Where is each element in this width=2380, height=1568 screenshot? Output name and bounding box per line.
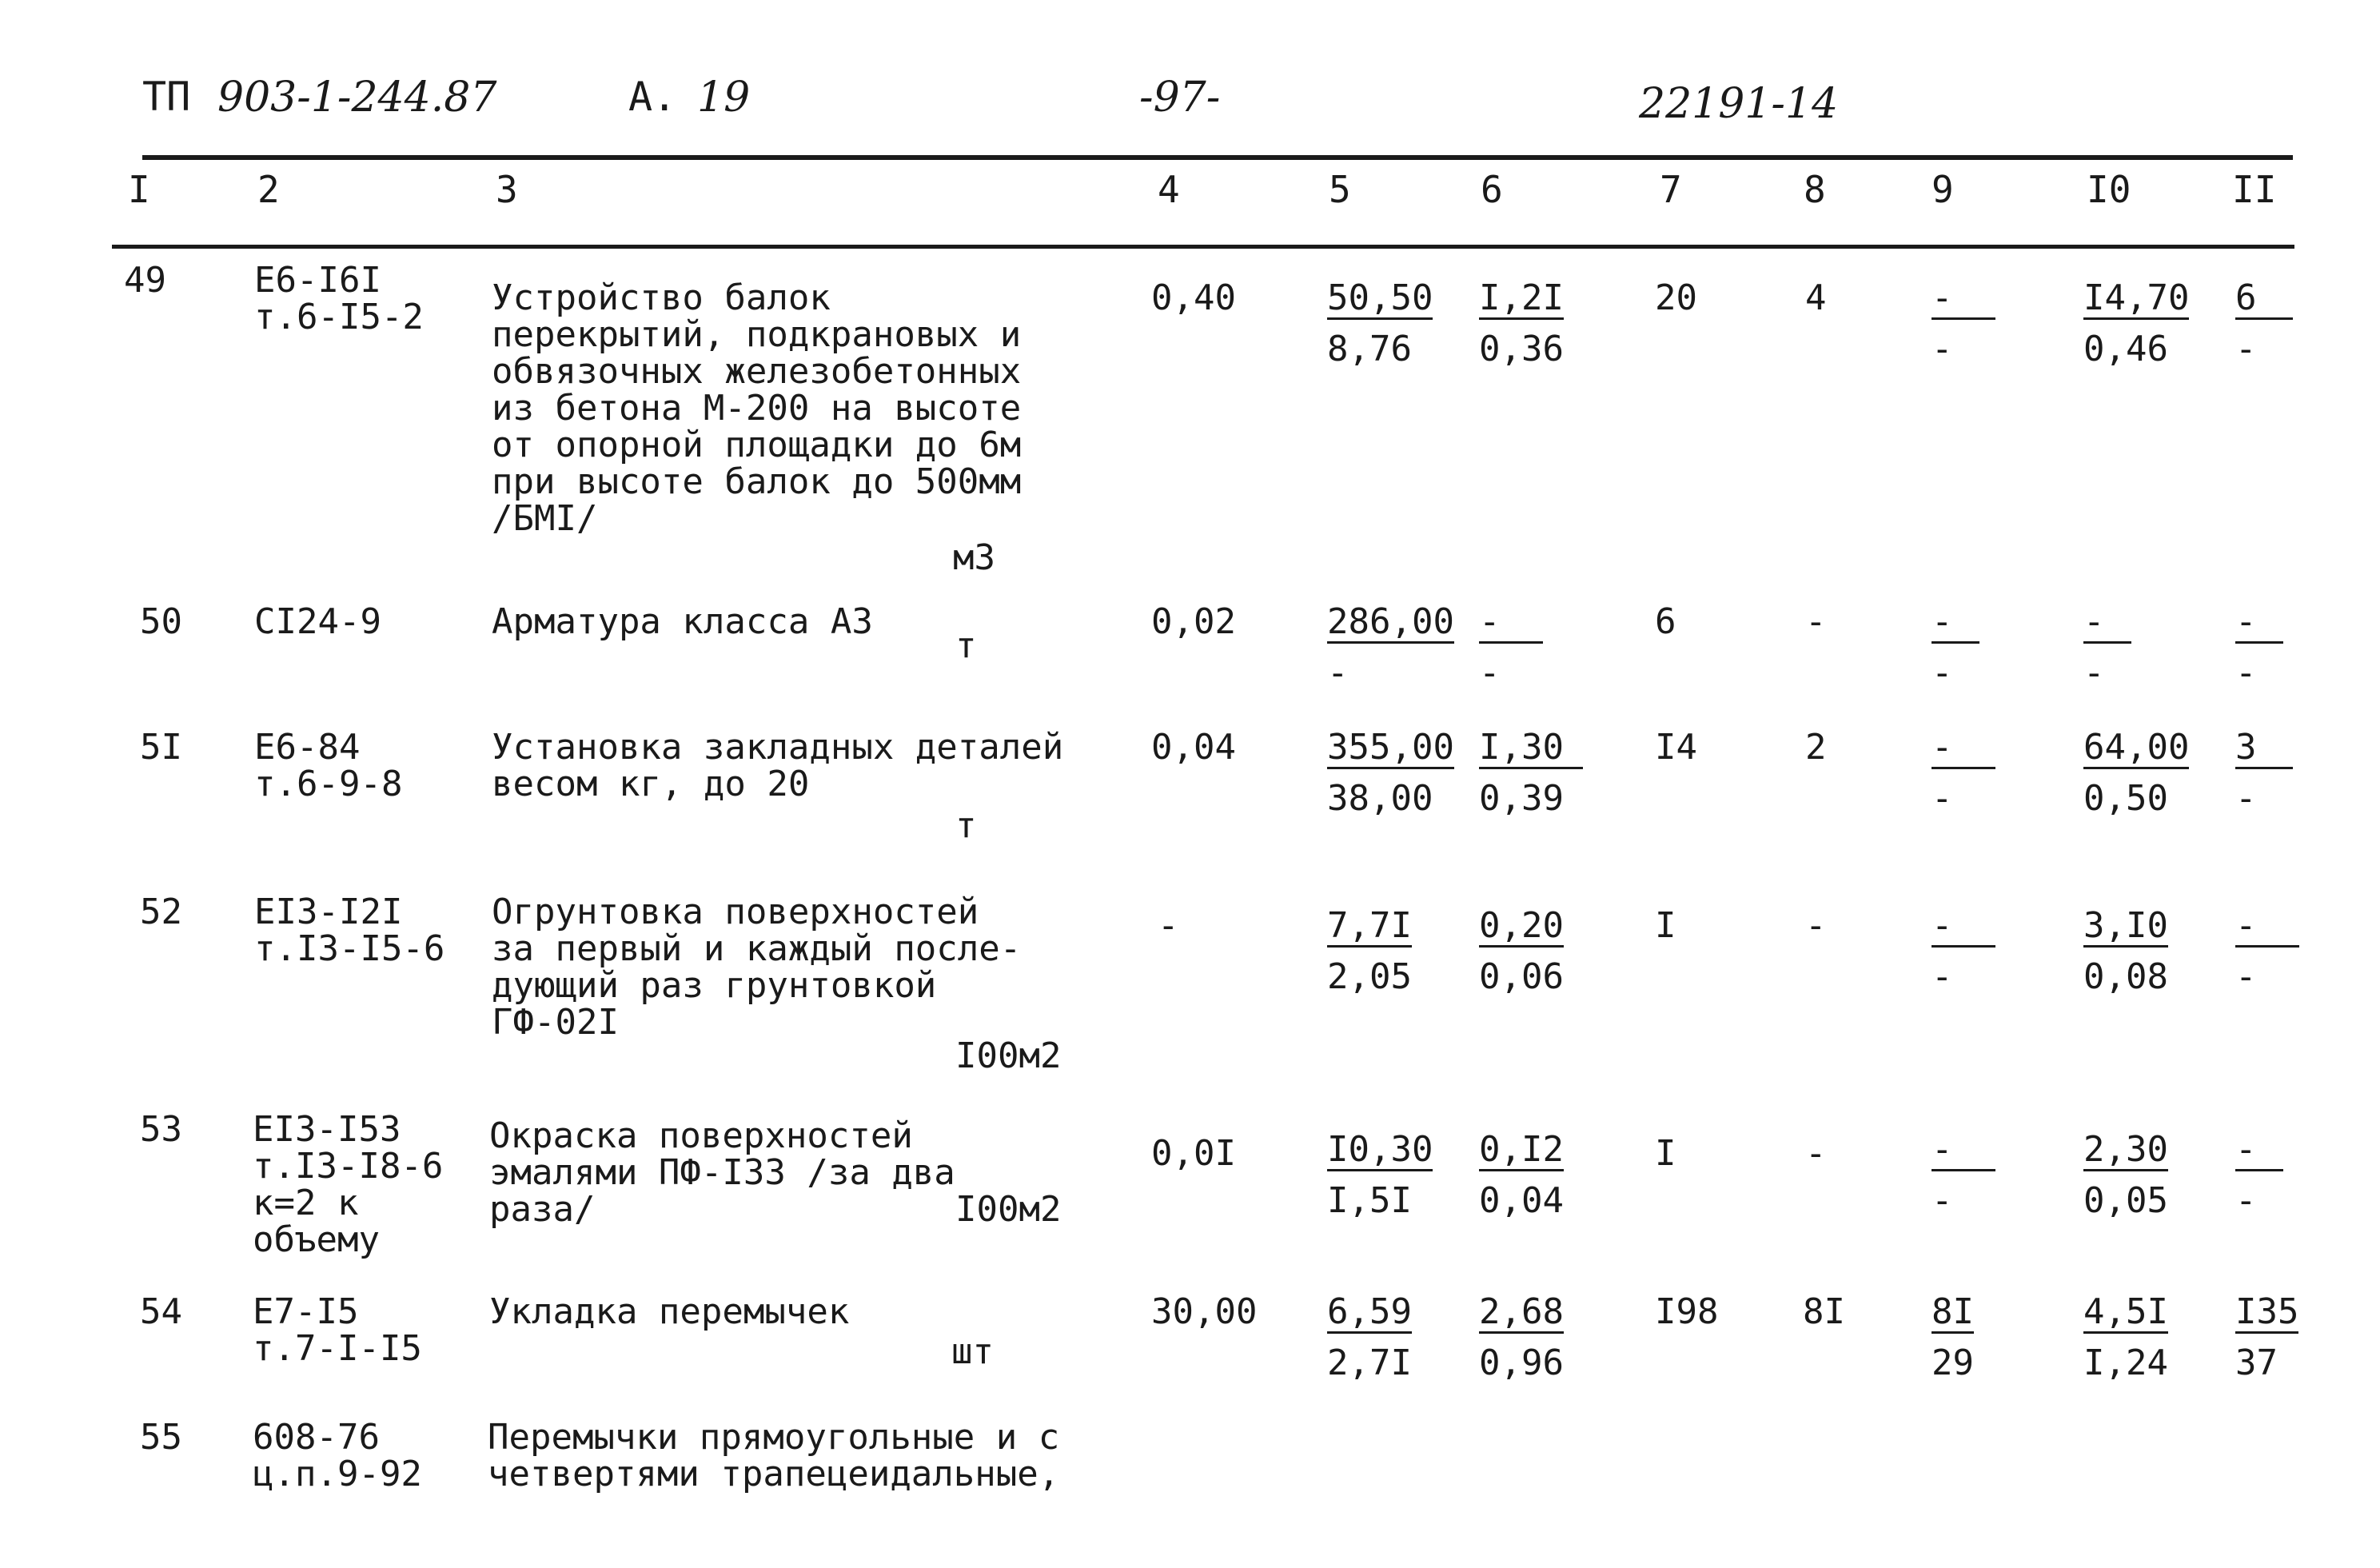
col6-value: 0,І2 0,04 [1479,1129,1564,1221]
col-header-6: 6 [1481,168,1503,211]
row-number: 55 [140,1417,182,1458]
album-number: 19 [697,74,751,122]
col10-value: 64,00 0,50 [2083,727,2190,819]
col9-value: - - [1932,908,1995,995]
col5-value: 7,7І 2,05 [1327,905,1412,997]
work-description: Арматура класса А3 [492,601,873,642]
unit: м3 [953,537,995,578]
col5-value: 286,00 - [1327,601,1454,693]
col4-value: 0,0І [1151,1133,1236,1174]
col7-value: І [1655,905,1676,946]
header-bottom-rule [112,245,2294,249]
col8-value: 2 [1805,727,1827,768]
col7-value: 6 [1655,601,1676,642]
album-prefix: А. [628,74,677,120]
col9-value: - - [1932,280,1995,368]
col-header-9: 9 [1932,168,1954,211]
unit: т [955,805,977,846]
col8-value: - [1805,1133,1827,1174]
unit: І00м2 [955,1189,1062,1230]
col10-value: І4,70 0,46 [2083,277,2190,369]
col7-value: І4 [1655,727,1697,768]
unit: т [955,625,977,666]
cost-code: Е6-І6І т.6-І5-2 [254,260,424,337]
col-header-4: 4 [1158,168,1180,211]
col11-value: 6 - [2235,280,2293,368]
cost-code: Е7-І5 т.7-І-І5 [253,1291,422,1369]
col10-value: 2,30 0,05 [2083,1129,2168,1221]
cost-code: 608-76 ц.п.9-92 [253,1417,422,1494]
col4-value: 30,00 [1151,1291,1258,1332]
work-description: Перемычки прямоугольные и с четвертями трапецеидальные, [488,1417,1060,1494]
col4-value: 0,40 [1151,277,1236,318]
row-number: 53 [140,1109,182,1150]
col-header-2: 2 [257,168,280,211]
col5-value: І0,30 І,5І [1327,1129,1433,1221]
col8-value: - [1805,601,1827,642]
col-header-10: I0 [2087,168,2131,211]
col11-value: - - [2235,604,2283,692]
col6-value: 2,68 0,96 [1479,1291,1564,1383]
col6-value: І,2І 0,36 [1479,277,1564,369]
col8-value: - [1805,905,1827,946]
row-number: 50 [140,601,182,642]
col9-value: - - [1932,1131,1995,1219]
col8-value: 4 [1805,277,1827,318]
col10-value: 3,І0 0,08 [2083,905,2168,997]
row-number: 5І [140,727,182,768]
col-header-3: 3 [496,168,518,211]
top-rule [142,155,2293,160]
col8-value: 8І [1803,1291,1845,1332]
col-header-11: II [2232,168,2277,211]
col-header-1: I [128,168,150,211]
work-description: Устройство балок перекрытий, подкрановых и обвязочных железобетонных из бетона М-200 на высоте от опорной площадки до 6м при высоте балок до 500мм /БМІ/ [492,277,1022,539]
cost-code: СІ24-9 [254,601,381,642]
cost-code: ЕІ3-І53 т.І3-І8-6 к=2 к объему [253,1109,444,1260]
tp-prefix: ТП [142,74,191,120]
col7-value: І [1655,1133,1676,1174]
col-header-8: 8 [1804,168,1826,211]
col10-value: - - [2083,604,2131,692]
row-number: 52 [140,892,182,932]
col5-value: 6,59 2,7І [1327,1291,1412,1383]
col4-value: 0,04 [1151,727,1236,768]
col11-value: - - [2235,908,2299,995]
doc-code: 22191-14 [1639,80,1839,128]
col9-value: - - [1932,729,1995,817]
col6-value: І,30 0,39 [1479,729,1583,817]
col4-value: 0,02 [1151,601,1236,642]
cost-code: ЕІ3-І2І т.І3-І5-6 [254,892,445,969]
work-description: Установка закладных деталей весом кг, до 20 [492,727,1064,804]
work-description: Укладка перемычек [489,1291,850,1332]
col11-value: І35 37 [2235,1291,2299,1383]
col10-value: 4,5І І,24 [2083,1291,2168,1383]
work-description: Окраска поверхностей эмалями ПФ-І33 /за два раза/ [489,1115,955,1230]
work-description: Огрунтовка поверхностей за первый и каждый после- дующий раз грунтовкой ГФ-02І [492,892,1022,1043]
col4-value: - [1158,905,1179,946]
page-number: -97- [1139,74,1221,122]
col7-value: 20 [1655,277,1697,318]
col-header-5: 5 [1329,168,1351,211]
col5-value: 355,00 38,00 [1327,727,1454,819]
col5-value: 50,50 8,76 [1327,277,1433,369]
col9-value: 8І 29 [1932,1291,1974,1383]
unit: шт [951,1331,994,1372]
col6-value: 0,20 0,06 [1479,905,1564,997]
col6-value: - - [1479,604,1543,692]
col11-value: 3 - [2235,729,2293,817]
col9-value: - - [1932,604,1979,692]
cost-code: Е6-84 т.6-9-8 [254,727,403,804]
col7-value: І98 [1655,1291,1719,1332]
tp-number: 903-1-244.87 [217,74,497,122]
unit: І00м2 [955,1035,1062,1076]
row-number: 49 [124,260,166,301]
col11-value: - - [2235,1131,2283,1219]
col-header-7: 7 [1660,168,1682,211]
row-number: 54 [140,1291,182,1332]
